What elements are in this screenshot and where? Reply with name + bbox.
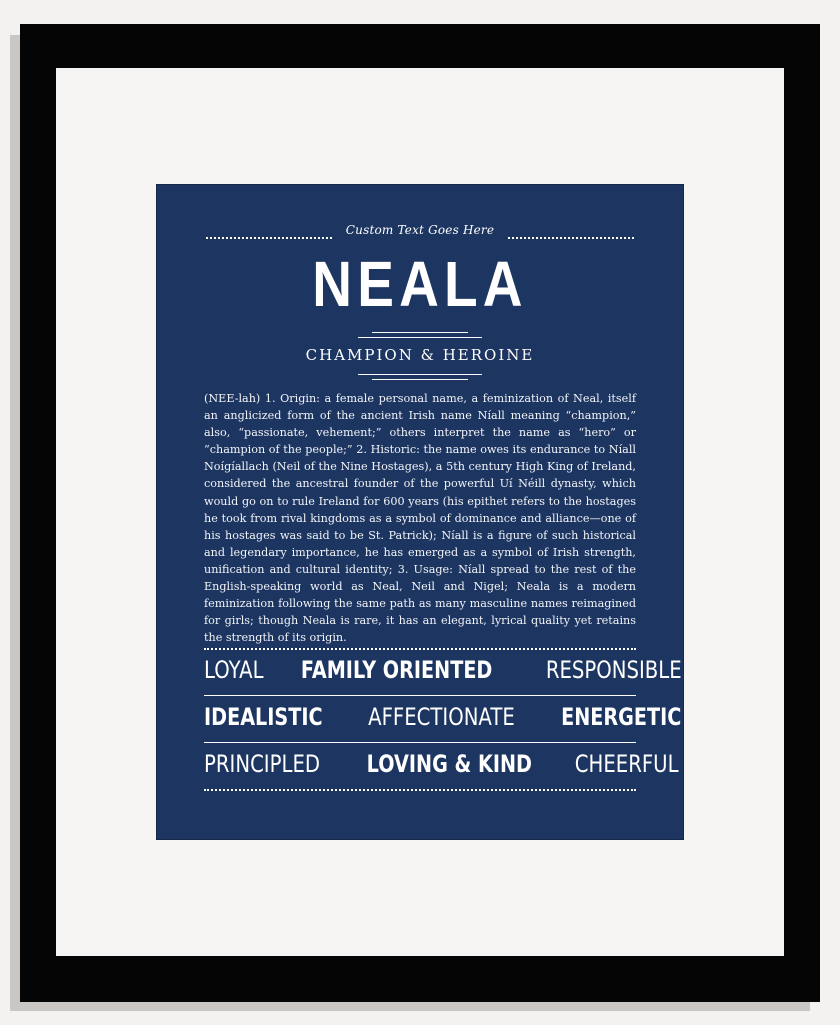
dotted-rule-left [206,237,332,239]
trait: RESPONSIBLE [545,656,682,684]
trait: LOVING & KIND [366,750,532,778]
name-definition: (NEE-lah) 1. Origin: a female personal name, a feminization of Neal, itself an anglicized form of the ancient Irish name Níall meaning “champion,” also, “passionate, vehement;” others interpret the name as “hero” or “champion of the people;” 2. Historic: the name owes its endurance to Níall Noígíallach (Neil of the Nine Hostages), a 5th century High King of Ireland, considered the ancestral founder of the powerful Uí Néill dynasty, which would go on to rule Ireland for 600 years (his epithet refers to the hostages he took from rival kingdoms as a symbol of dominance and alliance—one of his hostages was said to be St. Patrick); Níall is a figure of such historical and legendary importance, he has emerged as a symbol of Irish strength, unification and cultural identity; 3. Usage: Níall spread to the rest of the English-speaking world as Neal, Neil and Nigel; Neala is a modern feminization following the same path as many masculine names reimagined for girls; though Neala is rare, it has an elegant, lyrical quality yet retains the strength of its origin. [204,392,636,645]
rule-traits-1 [204,695,636,696]
trait: FAMILY ORIENTED [300,656,493,684]
trait: AFFECTIONATE [368,703,516,731]
trait: IDEALISTIC [204,703,323,731]
dotted-rule-traits-top [204,648,636,650]
trait: PRINCIPLED [204,750,321,778]
trait: CHEERFUL [574,750,679,778]
name-title: NEALA [312,248,528,320]
rule-below-meaning-1 [358,374,482,375]
picture-frame [20,24,820,1002]
rule-below-meaning-2 [372,379,468,380]
dotted-rule-traits-bottom [204,789,636,791]
rule-above-meaning-2 [358,337,482,338]
trait: ENERGETIC [561,703,682,731]
traits-row-1 [204,656,682,684]
rule-traits-2 [204,742,636,743]
trait: LOYAL [204,656,264,684]
traits-row-3 [204,750,679,778]
dotted-rule-right [508,237,634,239]
traits-row-2 [204,703,682,731]
custom-text: Custom Text Goes Here [345,223,495,237]
mat-board [56,68,784,956]
name-meaning: CHAMPION & HEROINE [305,346,535,364]
name-print-panel [156,184,684,840]
rule-above-meaning-1 [372,332,468,333]
